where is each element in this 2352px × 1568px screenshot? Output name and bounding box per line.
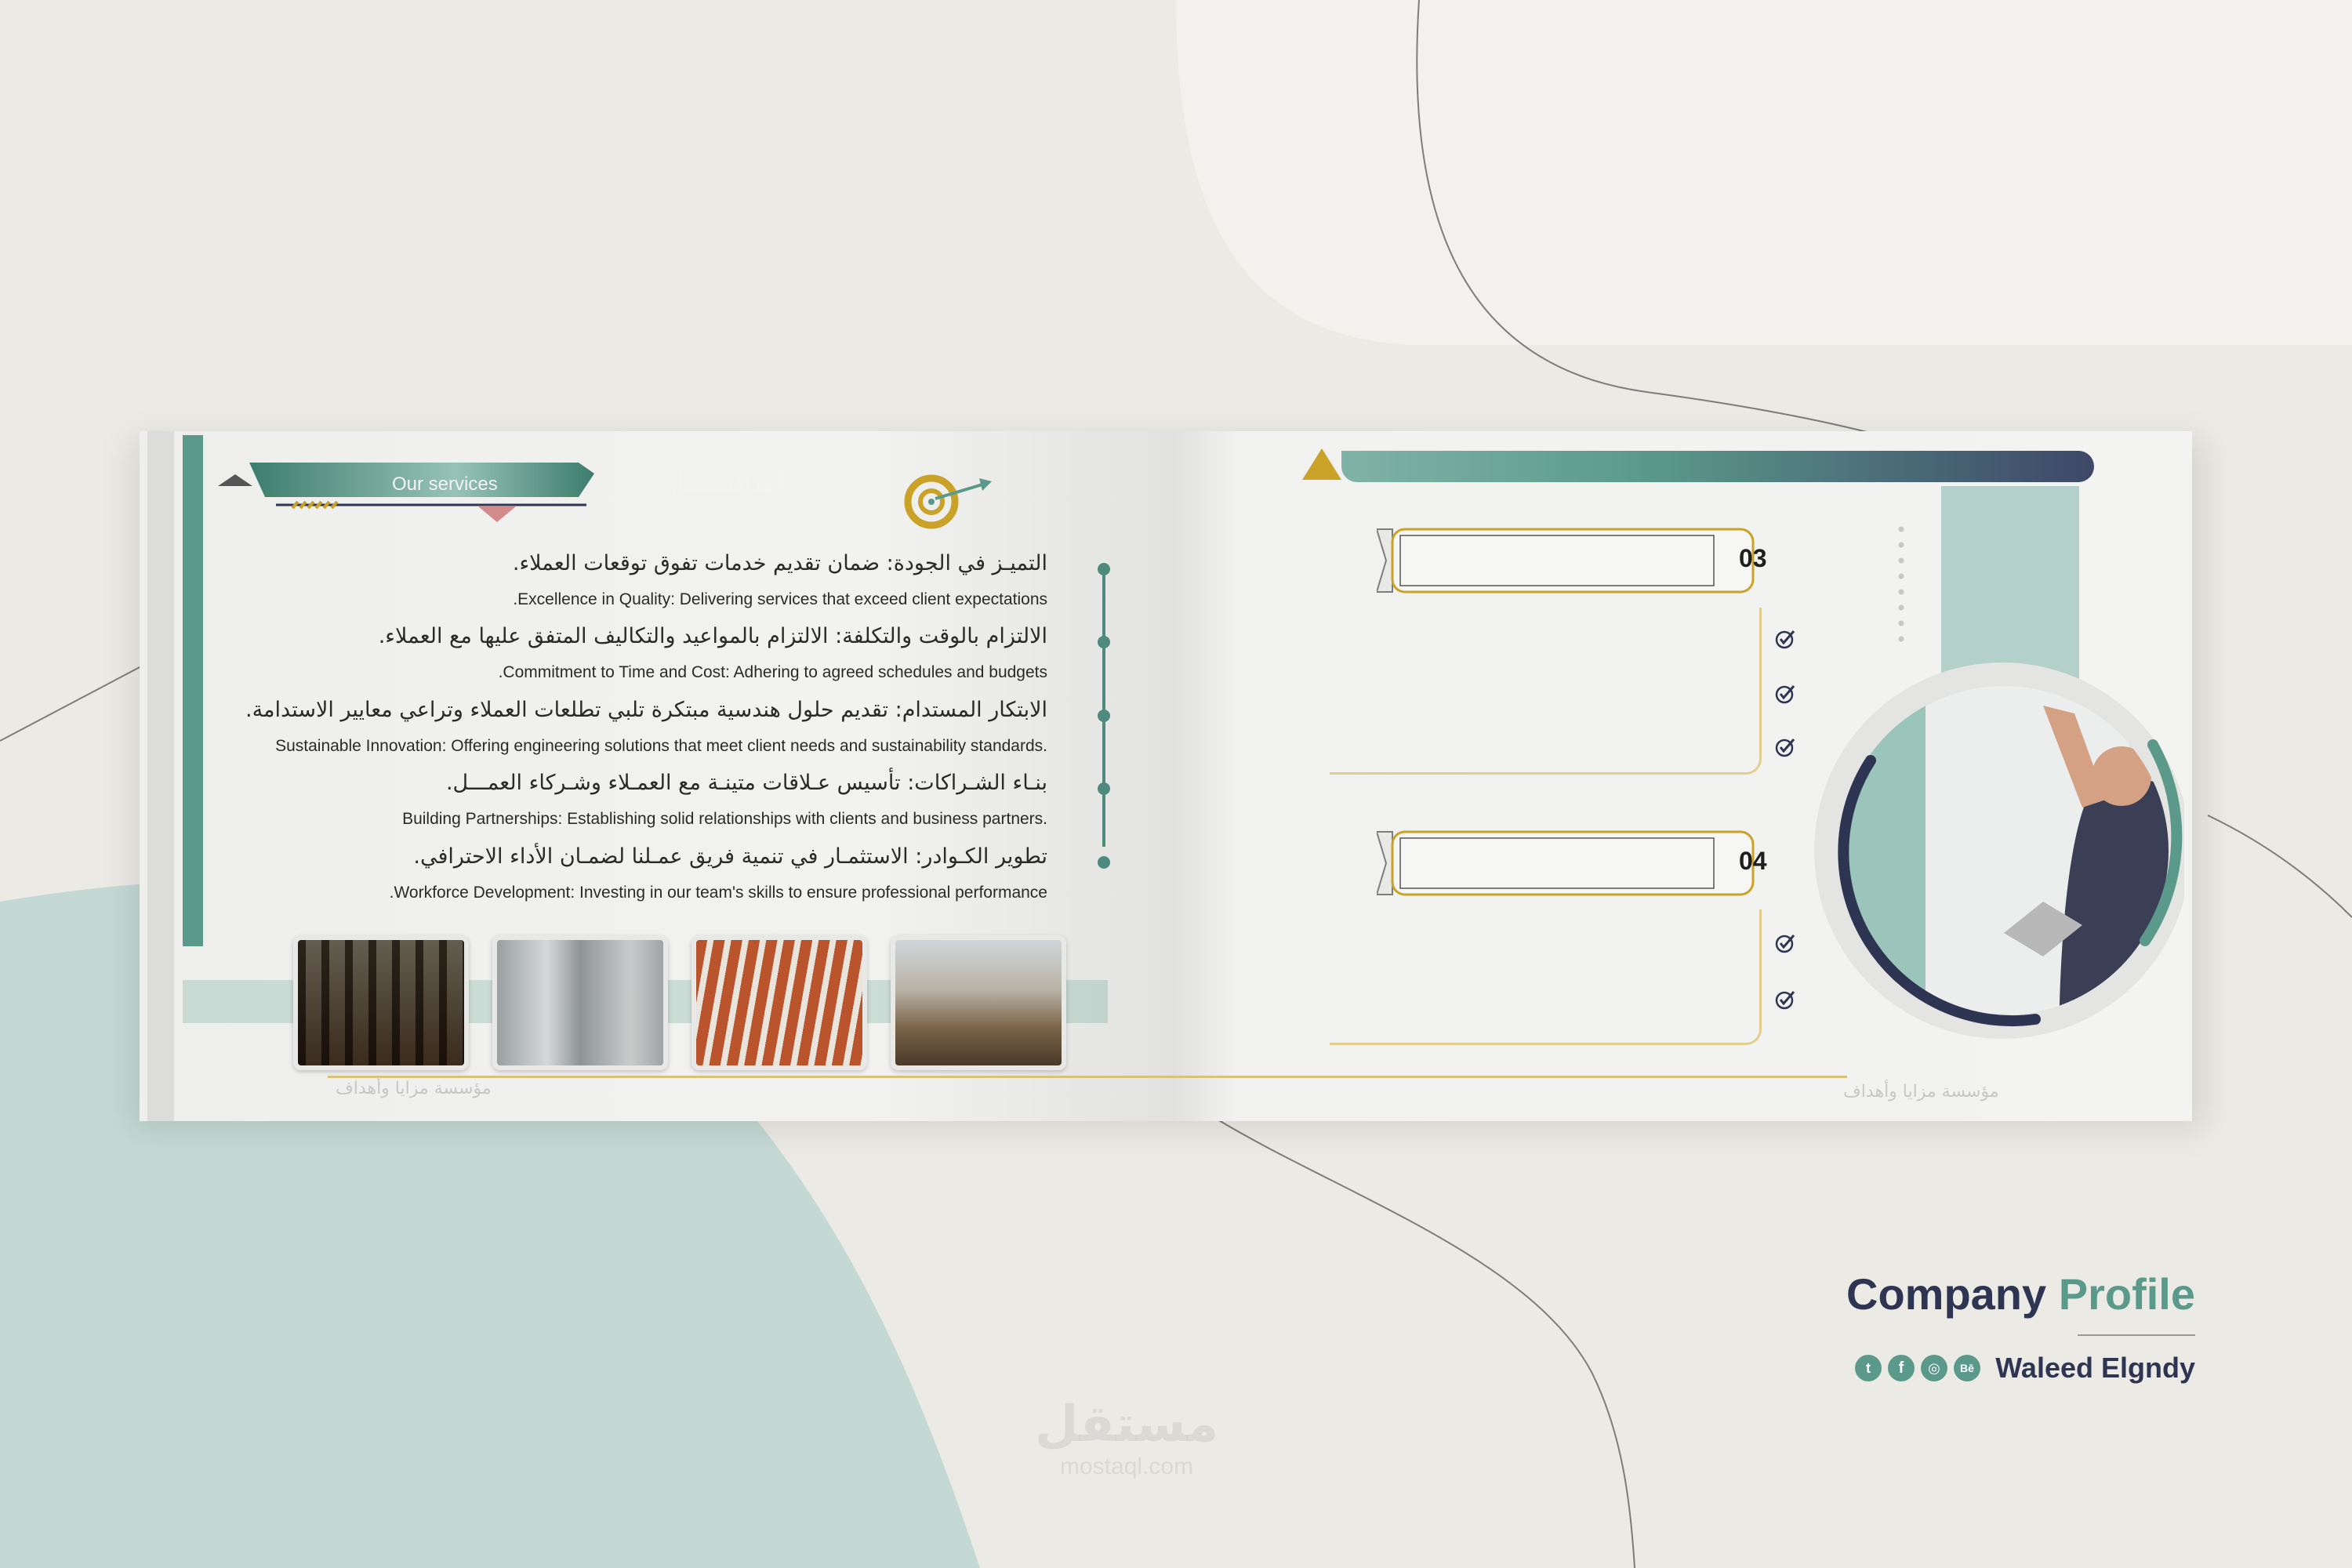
goal-bullet [1098,856,1110,869]
watermark-ar: مستقل [1035,1396,1219,1454]
goal-item [185,624,1047,695]
goal-en: .Excellence in Quality: Delivering services that exceed client expectations [513,590,1047,608]
goal-ar: تطوير الكـوادر: الاستثمـار في تنمية فريق عمـلنا لضمـان الأداء الاحترافي. [413,844,1047,869]
goal-bullet [1098,563,1110,575]
page-bottom-line [1173,1076,1847,1078]
worker-image-frame [1808,643,2184,1058]
goal-en: .Commitment to Time and Cost: Adhering to agreed schedules and budgets [498,663,1047,681]
page-footer: مؤسسة مزايا وأهداف [1843,1082,1999,1102]
check-circle-icon [1775,737,1795,757]
brand-word-profile: Profile [2058,1269,2195,1319]
construction-photo [492,935,668,1070]
behance-icon[interactable]: Bē [1954,1355,1980,1381]
service-items-bracket [1330,909,1762,1045]
dot-column [1898,521,1904,647]
twitter-icon[interactable]: t [1855,1355,1882,1381]
service-number: 04 [1739,847,1767,875]
watermark [1035,1396,1218,1480]
watermark-en: mostaql.com [1060,1454,1194,1479]
header-ar: أهدافنــــــا: [670,470,782,498]
check-circle-icon [1775,989,1795,1010]
goal-item [185,771,1047,841]
goal-bullet [1098,636,1110,648]
goal-bullet [1098,782,1110,795]
instagram-icon[interactable]: ◎ [1921,1355,1947,1381]
goal-en: Building Partnerships: Establishing solid relationships with clients and business partners. [402,810,1047,828]
header-en: Our services [392,474,498,495]
social-icons [1855,1355,1980,1381]
construction-photo [293,935,469,1070]
left-page [140,431,1174,1121]
branding [1846,1269,2195,1394]
goal-en: Sustainable Innovation: Offering engineering solutions that meet client needs and sustainability standards. [275,737,1047,755]
designer-name: Waleed Elgndy [1995,1352,2195,1384]
goal-bullet [1098,710,1110,722]
check-circle-icon [1775,629,1795,649]
goal-en: .Workforce Development: Investing in our team's skills to ensure professional performance [389,884,1047,902]
goal-item [154,698,1047,768]
service-items-bracket [1330,608,1762,775]
check-circle-icon [1775,684,1795,704]
goal-ar: الالتزام بالوقت والتكلفة: الالتزام بالمواعيد والتكاليف المتفق عليها مع العملاء. [378,624,1047,648]
construction-photo [891,935,1066,1070]
goals-timeline [1102,564,1105,847]
service-title-frame [1377,828,1792,906]
top-ribbon [1341,451,2094,482]
brand-title [1846,1269,2195,1319]
check-circle-icon [1775,933,1795,953]
construction-photo [691,935,867,1070]
right-page [1173,431,2192,1121]
service-number: 03 [1739,544,1767,572]
goal-ar: بنـاء الشـراكات: تأسيس عـلاقات متينـة مع العمـلاء وشـركاء العمـــل. [445,771,1047,795]
goal-ar: التميـز في الجودة: ضمان تقديم خدمات تفوق توقعات العملاء. [512,551,1047,575]
page-bottom-line [328,1076,1174,1078]
triangle-icon [1302,448,1341,481]
page-footer: مؤسسة مزايا وأهداف [336,1079,492,1098]
goal-item [185,551,1047,622]
service-title-frame [1377,525,1792,604]
brand-divider [2078,1334,2195,1336]
brand-word-company: Company [1846,1269,2047,1319]
goal-ar: الابتكار المستدام: تقديم حلول هندسية مبتكرة تلبي تطلعات العملاء وتراعي معايير الاستدامة. [245,698,1047,722]
facebook-icon[interactable]: f [1888,1355,1915,1381]
goal-item [185,844,1047,915]
